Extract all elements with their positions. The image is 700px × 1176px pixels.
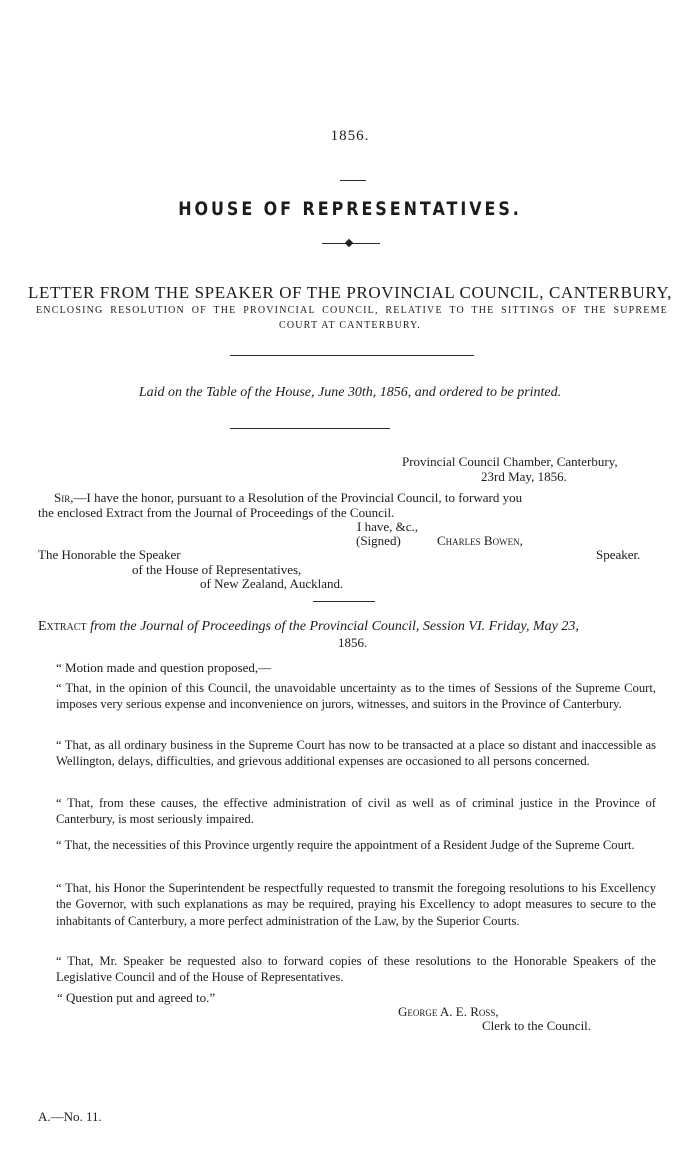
section-divider: [230, 428, 390, 429]
resolution-6: “ That, Mr. Speaker be requested also to forward copies of these resolutions to the Honorable Speakers of the Legislative Council and of the House of Representatives.: [56, 954, 656, 985]
extract-heading-lead: Extract: [38, 619, 87, 634]
letter-closing: I have, &c.,: [357, 519, 419, 534]
salutation: Sir,: [54, 490, 74, 505]
addressee-line2: of the House of Representatives,: [132, 562, 302, 577]
motion-line: “ Motion made and question proposed,—: [56, 660, 272, 675]
header-divider: [230, 355, 474, 356]
resolution-5: “ That, his Honor the Superintendent be respectfully requested to transmit the foregoing resolutions to his Excellency the Governor, with such explanations as may be required, praying his Excellency to adopt measures to secure to the inhabitants of Canterbury, a more perfect administration of the Law, by the Superior Courts.: [56, 881, 656, 928]
resolution-1: “ That, in the opinion of this Council, the unavoidable uncertainty as to the times of Sessions of the Supreme Court, imposes very serious expense and inconvenience on jurors, witnesses, and suitors in the Province of Canterbury.: [56, 681, 656, 712]
clerk-name: George A. E. Ross,: [398, 1004, 499, 1019]
letter-divider: [313, 601, 375, 602]
addressee-line1: The Honorable the Speaker: [38, 547, 181, 562]
short-divider: [340, 180, 366, 181]
clerk-title: Clerk to the Council.: [482, 1018, 592, 1033]
question-result: “ Question put and agreed to.”: [57, 990, 216, 1005]
letter-body-text1: —I have the honor, pursuant to a Resolution of the Provincial Council, to forward you: [73, 490, 523, 505]
resolution-4: “ That, the necessities of this Province urgently require the appointment of a Resident Judge of the Supreme Court.: [56, 838, 635, 852]
laid-on-table-note: Laid on the Table of the House, June 30th, 1856, and ordered to be printed.: [138, 385, 562, 400]
enclosing-subtitle: ENCLOSING RESOLUTION OF THE PROVINCIAL COUNCIL, RELATIVE TO THE SITTINGS OF THE SUPREME: [36, 305, 668, 316]
signer-title: Speaker.: [596, 547, 641, 562]
extract-heading-year: 1856.: [338, 635, 368, 650]
signer-name: Charles Bowen,: [437, 533, 523, 548]
extract-heading: [38, 618, 579, 635]
court-subtitle: COURT AT CANTERBURY.: [278, 320, 422, 331]
extract-heading-text: from the Journal of Proceedings of the Provincial Council, Session VI. Friday, May 23,: [86, 619, 579, 634]
resolution-2: “ That, as all ordinary business in the Supreme Court has now to be transacted at a place so distant and inaccessible as Wellington, delays, difficulties, and grievous additional expenses are occasioned to all persons concerned.: [56, 738, 656, 769]
ornament-diamond: [345, 239, 353, 247]
letter-title: LETTER FROM THE SPEAKER OF THE PROVINCIAL COUNCIL, CANTERBURY,: [28, 283, 672, 302]
signed-label: (Signed): [356, 533, 401, 548]
document-number: A.—No. 11.: [38, 1109, 102, 1124]
letter-body-line2: the enclosed Extract from the Journal of Proceedings of the Council.: [38, 505, 395, 520]
letter-date: 23rd May, 1856.: [481, 469, 567, 484]
letter-place: Provincial Council Chamber, Canterbury,: [402, 454, 618, 469]
addressee-line3: of New Zealand, Auckland.: [200, 576, 344, 591]
house-title: HOUSE OF REPRESENTATIVES.: [178, 198, 522, 220]
resolution-3: “ That, from these causes, the effective administration of civil as well as of criminal justice in the Province of Canterbury, is most seriously impaired.: [56, 796, 656, 827]
document-year: 1856.: [330, 128, 370, 144]
